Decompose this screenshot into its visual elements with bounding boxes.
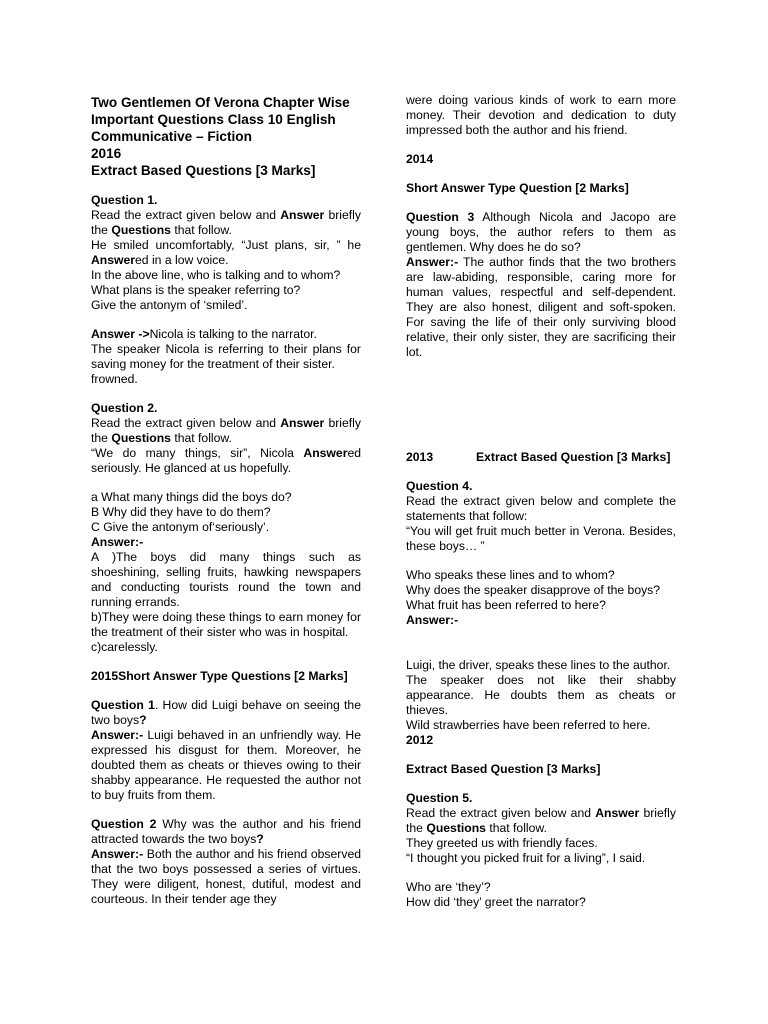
spacer <box>406 360 676 450</box>
question-1-short <box>91 698 361 728</box>
text: that follow. <box>170 431 232 445</box>
question-4-extract: “You will get fruit much better in Verona. Besides, these boys… ” <box>406 524 676 553</box>
spacer <box>406 628 676 658</box>
text: briefly the <box>91 416 361 445</box>
answer-label: Answer:- <box>91 847 144 861</box>
text: The author finds that the two brothers are law-abiding, responsible, caring more for human values, respectful and self-dependent. They are also honest, diligent and soft-spoken. For saving the life of their only surviving blood relative, their only sister, they are sacrificing their lot. <box>406 255 676 359</box>
answer-2-short <box>91 847 361 907</box>
section-heading-2013 <box>406 450 676 465</box>
continued-text: were doing various kinds of work to earn more money. Their devotion and dedication to duty impressed both the author and his friend. <box>406 93 676 137</box>
spacer <box>406 138 676 152</box>
spacer <box>91 387 361 401</box>
text: “We do many things, sir”, Nicola <box>91 446 304 460</box>
text: Nicola is talking to the narrator. <box>149 327 317 341</box>
bold-text: ? <box>139 713 147 727</box>
question-label: Question 3 <box>406 210 475 224</box>
question-line: What plans is the speaker referring to? <box>91 283 301 297</box>
question-line: B Why did they have to do them? <box>91 505 271 519</box>
answer-label: Answer:- <box>91 728 144 742</box>
question-3 <box>406 210 676 255</box>
year-heading-2014: 2014 <box>406 152 434 166</box>
bold-text: Answer <box>280 416 325 430</box>
text: that follow. <box>170 223 232 237</box>
right-column <box>406 93 676 910</box>
year-label: 2013 <box>406 450 434 464</box>
section-heading-2014: Short Answer Type Question [2 Marks] <box>406 181 629 195</box>
answer-line: A )The boys did many things such as shoeshining, selling fruits, hawking newspapers and conducting tourists round the town and running errands. <box>91 550 361 609</box>
question-line: Give the antonym of ‘smiled’. <box>91 298 248 312</box>
answer-line: b)They were doing these things to earn money for the treatment of their sister who was in hospital. <box>91 610 361 639</box>
spacer <box>91 476 361 490</box>
spacer <box>406 465 676 479</box>
year-heading-2012: 2012 <box>406 733 434 747</box>
bold-text: Answer <box>303 446 348 460</box>
bold-text: Answer <box>595 806 640 820</box>
spacer <box>406 866 676 880</box>
spacer <box>406 554 676 568</box>
bold-text: Questions <box>111 223 171 237</box>
question-1-heading: Question 1. <box>91 193 158 207</box>
text: ed seriously. He glanced at us hopefully. <box>91 446 361 475</box>
text: Why was the author and his friend attracted towards the two boys <box>91 817 361 846</box>
answer-label: Answer:- <box>406 613 459 627</box>
question-line: a What many things did the boys do? <box>91 490 292 504</box>
question-2-heading: Question 2. <box>91 401 158 415</box>
question-line: How did ‘they’ greet the narrator? <box>406 895 586 909</box>
question-line: Why does the speaker disapprove of the boys? <box>406 583 661 597</box>
bold-text: Questions <box>111 431 171 445</box>
question-5-heading: Question 5. <box>406 791 473 805</box>
question-label: Question 1 <box>91 698 155 712</box>
text: briefly the <box>406 806 676 835</box>
text: Read the extract given below and <box>406 806 596 820</box>
text: Read the extract given below and <box>91 416 281 430</box>
bold-text: Questions <box>426 821 486 835</box>
title-line: Extract Based Questions [3 Marks] <box>91 163 316 178</box>
answer-1-short <box>91 728 361 803</box>
extract-line: “I thought you picked fruit for a living”, I said. <box>406 851 646 865</box>
spacer <box>91 655 361 669</box>
bold-text: Answer <box>91 253 136 267</box>
title-line: Two Gentlemen Of Verona Chapter Wise <box>91 95 350 110</box>
question-line: Who are ‘they’? <box>406 880 491 894</box>
question-2-short <box>91 817 361 847</box>
answer-line: The speaker does not like their shabby appearance. He doubts them as cheats or thieves. <box>406 673 676 717</box>
text: Although Nicola and Jacopo are young boys, the author refers to them as gentlemen. Why does he do so? <box>406 210 676 254</box>
text: ed in a low voice. <box>135 253 229 267</box>
text: briefly the <box>91 208 361 237</box>
question-line: What fruit has been referred to here? <box>406 598 606 612</box>
question-line: C Give the antonym of‘seriously’. <box>91 520 270 534</box>
section-heading-2012: Extract Based Question [3 Marks] <box>406 762 601 776</box>
answer-label: Answer:- <box>406 255 459 269</box>
text: Both the author and his friend observed that the two boys possessed a series of virtues. They were diligent, honest, dutiful, modest and courteous. In their tender age they <box>91 847 361 906</box>
answer-line: Wild strawberries have been referred to here. <box>406 718 651 732</box>
section-label: Extract Based Question [3 Marks] <box>476 450 671 464</box>
spacer <box>91 803 361 817</box>
bold-text: ? <box>256 832 264 846</box>
question-label: Question 2 <box>91 817 157 831</box>
answer-label: Answer:- <box>91 535 144 549</box>
left-column <box>91 94 361 907</box>
text: He smiled uncomfortably, “Just plans, sir, ” he <box>91 238 361 252</box>
question-line: Who speaks these lines and to whom? <box>406 568 615 582</box>
spacer <box>91 313 361 327</box>
question-5-intro <box>406 806 676 836</box>
question-4-intro: Read the extract given below and complete the statements that follow: <box>406 494 676 523</box>
title-line: Communicative – Fiction <box>91 129 252 144</box>
text: Read the extract given below and <box>91 208 281 222</box>
title-line: 2016 <box>91 146 122 161</box>
question-2-extract <box>91 446 361 476</box>
spacer <box>406 196 676 210</box>
question-1-extract <box>91 238 361 268</box>
text: that follow. <box>485 821 547 835</box>
answer-line: Luigi, the driver, speaks these lines to the author. <box>406 658 671 672</box>
answer-1 <box>91 327 361 342</box>
spacer <box>406 777 676 791</box>
section-heading-2015: 2015Short Answer Type Questions [2 Marks] <box>91 669 348 683</box>
question-line: In the above line, who is talking and to whom? <box>91 268 341 282</box>
question-1-intro <box>91 208 361 238</box>
answer-3 <box>406 255 676 360</box>
bold-text: Answer <box>280 208 325 222</box>
answer-line: frowned. <box>91 372 138 386</box>
spacer <box>406 167 676 181</box>
question-4-heading: Question 4. <box>406 479 473 493</box>
answer-line: c)carelessly. <box>91 640 158 654</box>
extract-line: They greeted us with friendly faces. <box>406 836 598 850</box>
answer-label: Answer -> <box>91 327 150 341</box>
title-line: Important Questions Class 10 English <box>91 112 336 127</box>
answer-line: The speaker Nicola is referring to their plans for saving money for the treatment of their sister. <box>91 342 361 371</box>
text: . How did Luigi behave on seeing the two boys <box>91 698 361 727</box>
spacer <box>91 684 361 698</box>
text: Luigi behaved in an unfriendly way. He expressed his disgust for them. Moreover, he doubted them as cheats or thieves owing to their shabby appearance. He requested the author not to buy fruits from them. <box>91 728 361 802</box>
document-title <box>91 94 361 179</box>
question-2-intro <box>91 416 361 446</box>
spacer <box>91 179 361 193</box>
spacer <box>406 748 676 762</box>
